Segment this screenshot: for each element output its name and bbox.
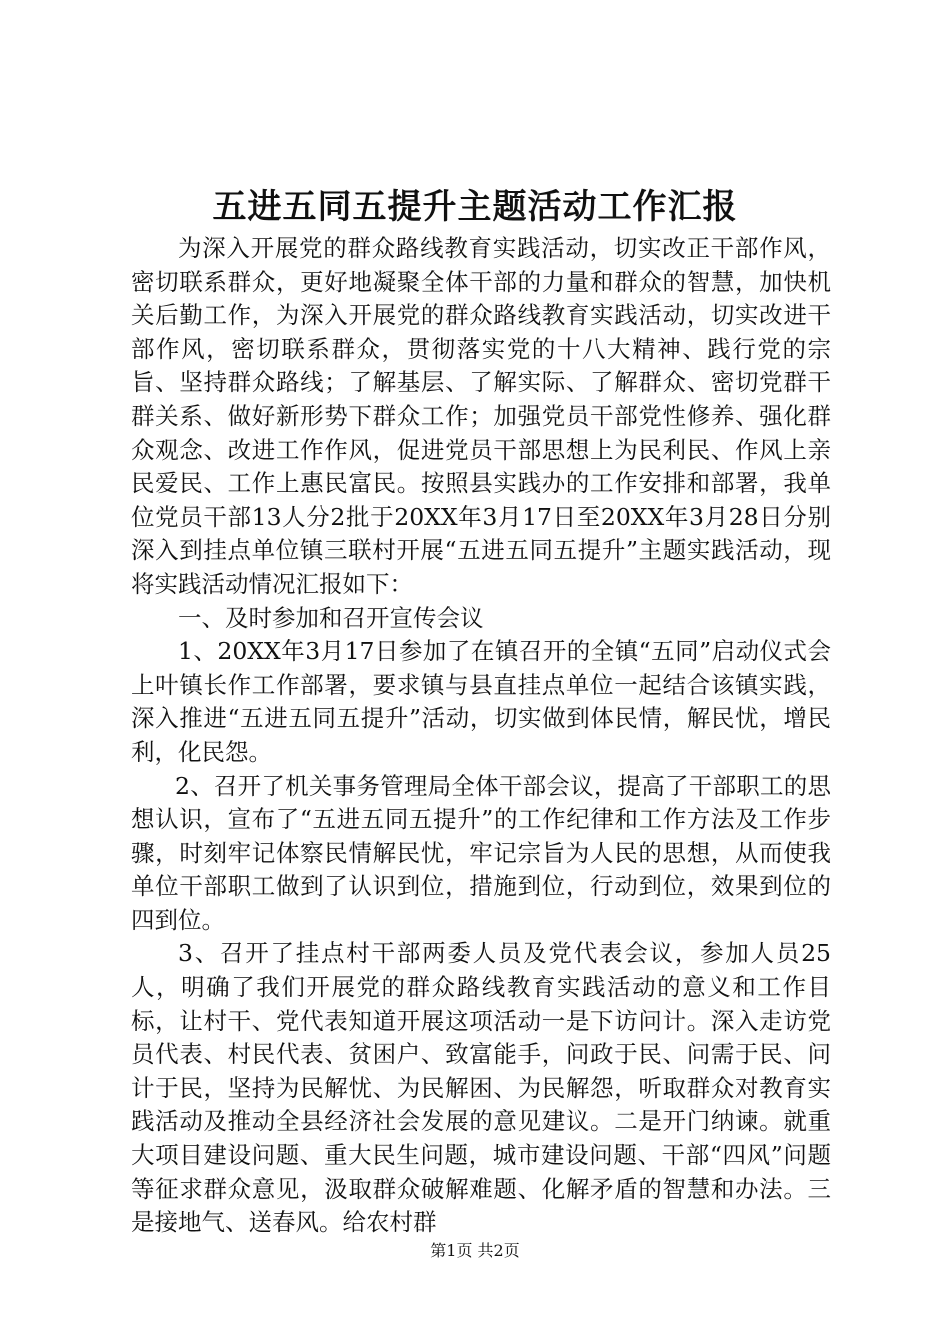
paragraph-item-2: 2、召开了机关事务管理局全体干部会议，提高了干部职工的思想认识，宣布了“五进五同五提升”的工作纪律和工作方法及工作步骤，时刻牢记体察民情解民忧，牢记宗旨为人民的思想，从而使我单位干部职工做到了认识到位，措施到位，行动到位，效果到位的四到位。 (131, 771, 831, 934)
paragraph-intro: 为深入开展党的群众路线教育实践活动，切实改正干部作风，密切联系群众，更好地凝聚全体干部的力量和群众的智慧，加快机关后勤工作，为深入开展党的群众路线教育实践活动，切实改进干部作风，密切联系群众，贯彻落实党的十八大精神、践行党的宗旨、坚持群众路线；了解基层、了解实际、了解群众、密切党群干群关系、做好新形势下群众工作；加强党员干部党性修养、强化群众观念、改进工作作风，促进党员干部思想上为民利民、作风上亲民爱民、工作上惠民富民。按照县实践办的工作安排和部署，我单位党员干部13人分2批于20XX年3月17日至20XX年3月28日分别深入到挂点单位镇三联村开展“五进五同五提升”主题实践活动，现将实践活动情况汇报如下： (131, 234, 831, 598)
section-heading-1: 一、及时参加和召开宣传会议 (178, 603, 484, 632)
paragraph-item-1: 1、20XX年3月17日参加了在镇召开的全镇“五同”启动仪式会上叶镇长作工作部署，要求镇与县直挂点单位一起结合该镇实践，深入推进“五进五同五提升”活动，切实做到体民情，解民忧，增民利，化民怨。 (131, 637, 831, 766)
page-footer: 第1页 共2页 (430, 1241, 520, 1260)
paragraph-item-3: 3、召开了挂点村干部两委人员及党代表会议，参加人员25人，明确了我们开展党的群众路线教育实践活动的意义和工作目标，让村干、党代表知道开展这项活动一是下访问计。深入走访党员代表、村民代表、贫困户、致富能手，问政于民、问需于民、问计于民，坚持为民解忧、为民解困、为民解怨，听取群众对教育实践活动及推动全县经济社会发展的意见建议。二是开门纳谏。就重大项目建设问题、重大民生问题，城市建设问题、干部“四风”问题等征求群众意见，汲取群众破解难题、化解矛盾的智慧和办法。三是接地气、送春风。给农村群 (131, 939, 831, 1237)
document-body (131, 232, 831, 1240)
document-title: 五进五同五提升主题活动工作汇报 (212, 187, 738, 227)
